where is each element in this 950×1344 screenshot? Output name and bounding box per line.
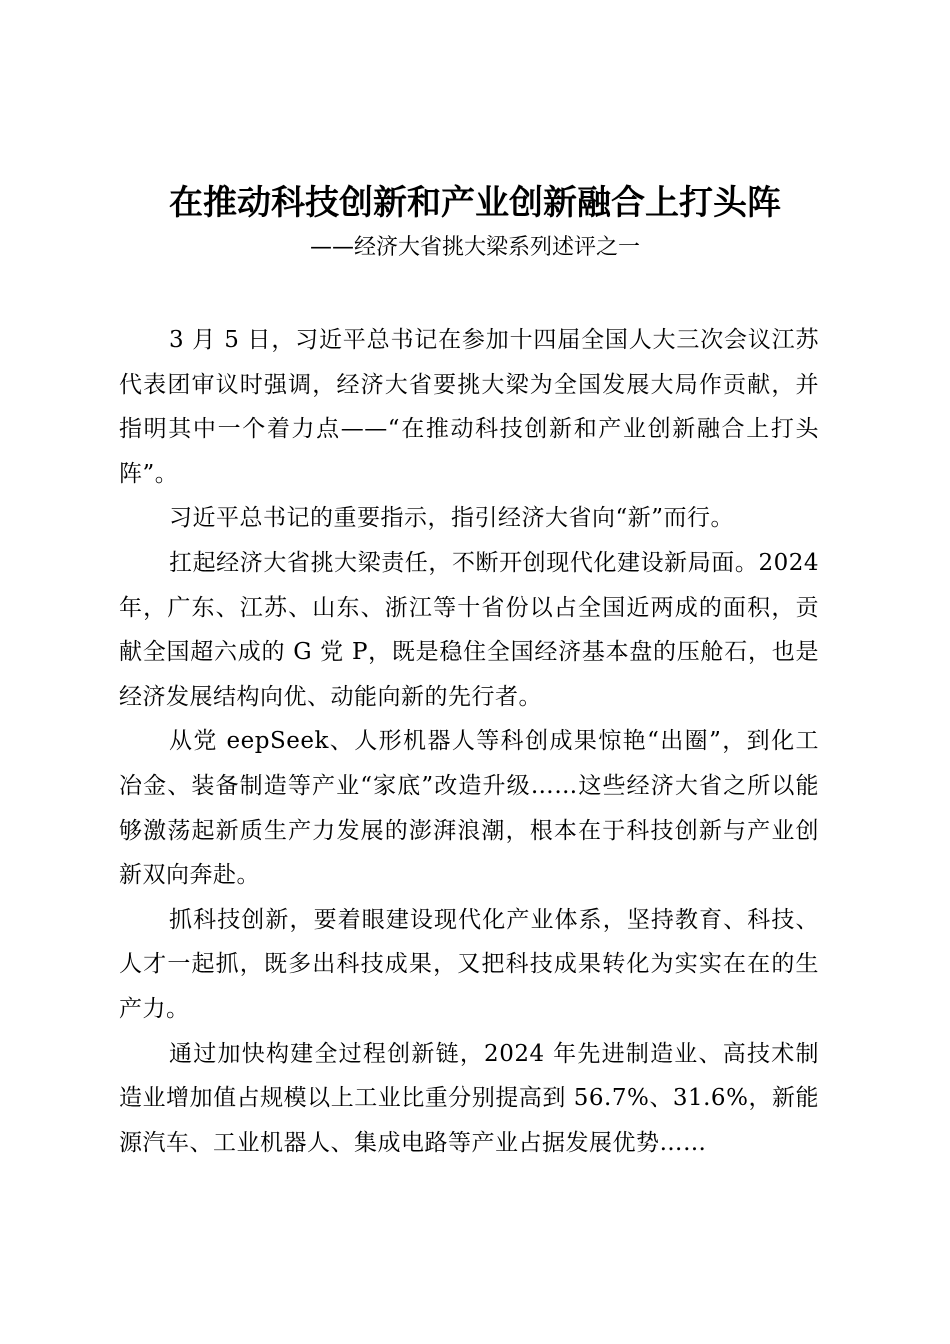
paragraph: 从党 eepSeek、人形机器人等科创成果惊艳“出圈”，到化工冶金、装备制造等产业“家底”改造升级……这些经济大省之所以能够激荡起新质生产力发展的澎湃浪潮，根本在于科技创新与产业创新双向奔赴。 bbox=[119, 728, 819, 889]
paragraph: 扛起经济大省挑大梁责任，不断开创现代化建设新局面。2024 年，广东、江苏、山东、浙江等十省份以占全国近两成的面积，贡献全国超六成的 G 党 P，既是稳住全国经济基本盘的压舱石，也是经济发展结构向优、动能向新的先行者。 bbox=[119, 549, 819, 710]
paragraph: 3 月 5 日，习近平总书记在参加十四届全国人大三次会议江苏代表团审议时强调，经济大省要挑大梁为全国发展大局作贡献，并指明其中一个着力点——“在推动科技创新和产业创新融合上打头阵”。 bbox=[119, 327, 819, 487]
paragraph: 抓科技创新，要着眼建设现代化产业体系，坚持教育、科技、人才一起抓，既多出科技成果，又把科技成果转化为实实在在的生产力。 bbox=[119, 906, 819, 1022]
article-title: 在推动科技创新和产业创新融合上打头阵 bbox=[169, 183, 781, 223]
article-body bbox=[119, 318, 819, 1165]
article-subtitle: ——经济大省挑大梁系列述评之一 bbox=[309, 235, 640, 260]
paragraph: 通过加快构建全过程创新链，2024 年先进制造业、高技术制造业增加值占规模以上工业比重分别提高到 56.7%、31.6%，新能源汽车、工业机器人、集成电路等产业占据发展优势…… bbox=[119, 1040, 819, 1156]
paragraph: 习近平总书记的重要指示，指引经济大省向“新”而行。 bbox=[169, 505, 735, 532]
